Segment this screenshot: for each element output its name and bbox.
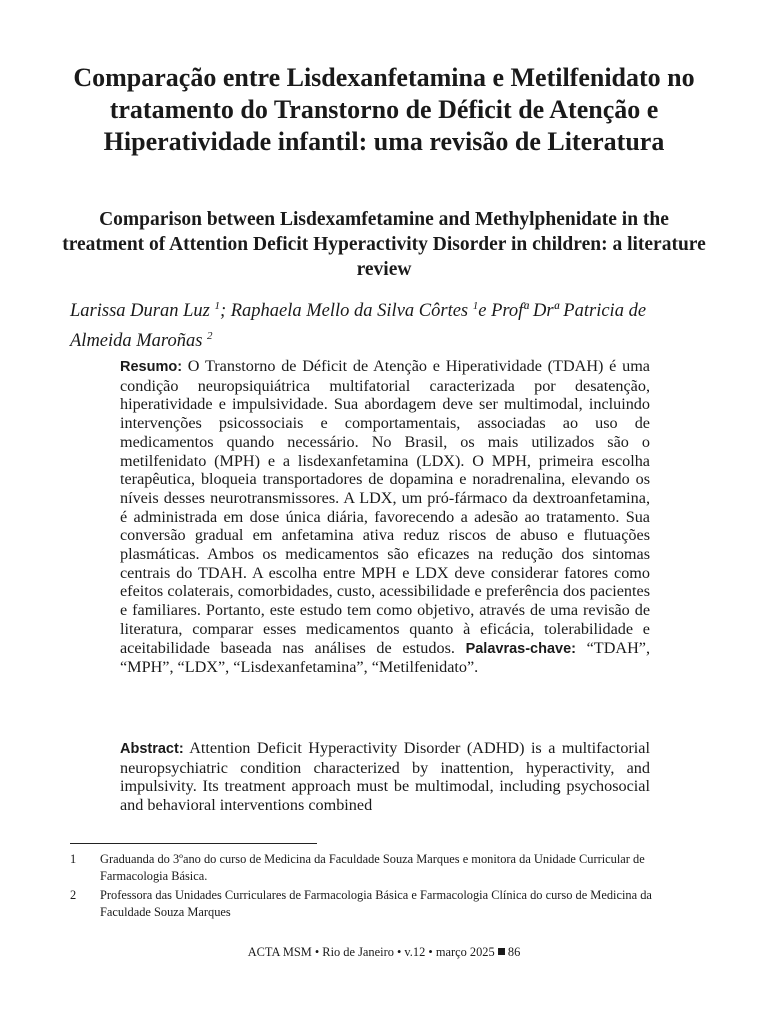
footnote-1 [70, 851, 702, 885]
resumo-label: Resumo: [120, 359, 183, 375]
abstract-paragraph [120, 739, 650, 815]
footnote-text: Professora das Unidades Curriculares de Farmacologia Básica e Farmacologia Clínica do curso de Medicina da Faculdade Souza Marques [100, 888, 652, 919]
author-1-affiliation: 1 [214, 300, 220, 312]
author-3: e Profª Drª Patricia de Almeida Maroñas [70, 301, 647, 352]
journal-info: ACTA MSM • Rio de Janeiro • v.12 • março 2025 [247, 945, 495, 959]
page-footer [0, 944, 768, 960]
footnotes [70, 851, 702, 923]
author-1: Larissa Duran Luz [70, 301, 215, 322]
resumo-paragraph [120, 357, 650, 677]
footnote-number: 1 [70, 852, 77, 866]
author-3-affiliation: 2 [207, 330, 213, 343]
square-bullet-icon [498, 948, 505, 955]
keywords-text: “TDAH”, “MPH”, “LDX”, “Lisdexanfetamina”, “Metilfenidato”. [120, 638, 650, 677]
author-2-affiliation: 1 [472, 300, 479, 312]
author-list [70, 294, 710, 354]
author-2: ; Raphaela Mello da Silva Côrtes [219, 301, 473, 322]
footnote-2 [70, 887, 702, 921]
abstract-label: Abstract: [120, 741, 184, 757]
keywords-label: Palavras-chave: [465, 640, 576, 657]
footnote-number: 2 [70, 888, 77, 902]
abstract-text: Attention Deficit Hyperactivity Disorder (ADHD) is a multifactorial neuropsychiatric condition characterized by inattention, hyperactivity, and impulsivity. Its treatment approach must be multimodal, including psychosocial and behavioral interventions combined [120, 739, 650, 815]
resumo-text: O Transtorno de Déficit de Atenção e Hiperatividade (TDAH) é uma condição neuropsiquiátrica multifatorial caracterizada por desatenção, hiperatividade e impulsividade. Sua abordagem deve ser multimodal, incluindo intervenções psicossociais e comportamentais, associadas ao uso de medicamentos quando necessário. No Brasil, os mais utilizados são o metilfenidato (MPH) e a lisdexanfetamina (LDX). O MPH, primeira escolha terapêutica, bloqueia transportadores de dopamina e noradrenalina, elevando os níveis desses neurotransmissores. A LDX, um pró-fármaco da dextroanfetamina, é administrada em dose única diária, favorecendo a adesão ao tratamento. Sua conversão gradual em anfetamina ativa reduz riscos de abuso e flutuações plasmáticas. Ambos os medicamentos são eficazes na redução dos sintomas centrais do TDAH. A escolha entre MPH e LDX deve considerar fatores como efeitos colaterais, comorbidades, custo, acessibilidade e preferência dos pacientes e familiares. Portanto, este estudo tem como objetivo, através de uma revisão de literatura, comparar esses medicamentos quanto à eficácia, tolerabilidade e aceitabilidade baseada nas análises de estudos. [120, 357, 650, 657]
footnote-text: Graduanda do 3ºano do curso de Medicina da Faculdade Souza Marques e monitora da Unidade Curricular de Farmacologia Básica. [100, 852, 645, 883]
title-english: Comparison between Lisdexamfetamine and Methylphenidate in the treatment of Attention Deficit Hyperactivity Disorder in children: a literature review [62, 209, 706, 280]
page-number: 86 [507, 945, 521, 959]
title-portuguese: Comparação entre Lisdexanfetamina e Metilfenidato no tratamento do Transtorno de Déficit de Atenção e Hiperatividade infantil: uma revisão de Literatura [73, 63, 695, 156]
footnote-divider [70, 843, 317, 844]
